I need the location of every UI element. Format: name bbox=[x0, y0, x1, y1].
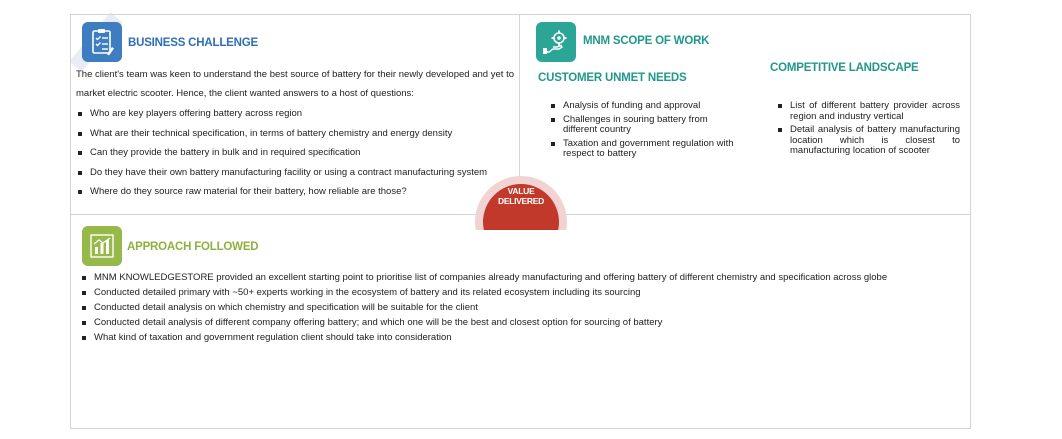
list-item: Do they have their own battery manufacturing facility or using a contract manufacturing system bbox=[76, 163, 514, 183]
customer-unmet-needs-list bbox=[549, 101, 739, 163]
list-item: Challenges in souring battery from different country bbox=[549, 115, 739, 136]
competitive-landscape-list bbox=[776, 101, 960, 160]
list-item: Who are key players offering battery across region bbox=[76, 104, 514, 124]
badge-line-delivered: DELIVERED bbox=[498, 196, 544, 206]
list-item: Conducted detailed primary with ~50+ experts working in the ecosystem of battery and its related ecosystem including its sourcing bbox=[80, 285, 960, 300]
list-item: Where do they source raw material for their battery, how reliable are those? bbox=[76, 182, 514, 202]
approach-followed-list bbox=[80, 270, 960, 345]
list-item: Detail analysis of battery manufacturing location which is closest to manufacturing location of scooter bbox=[776, 125, 960, 157]
badge-pointer bbox=[511, 218, 529, 227]
competitive-landscape-title: COMPETITIVE LANDSCAPE bbox=[770, 62, 919, 74]
list-item: MNM KNOWLEDGESTORE provided an excellent starting point to prioritise list of companies already manufacturing and offering battery of different chemistry and specification across globe bbox=[80, 270, 960, 285]
customer-unmet-needs-title: CUSTOMER UNMET NEEDS bbox=[538, 72, 687, 84]
list-item: What are their technical specification, in terms of battery chemistry and energy density bbox=[76, 124, 514, 144]
list-item: List of different battery provider across region and industry vertical bbox=[776, 101, 960, 122]
business-challenge-title: BUSINESS CHALLENGE bbox=[128, 37, 258, 49]
approach-followed-title: APPROACH FOLLOWED bbox=[127, 241, 259, 253]
scope-of-work-title: MNM SCOPE OF WORK bbox=[583, 35, 710, 47]
list-item: Can they provide the battery in bulk and in required specification bbox=[76, 143, 514, 163]
list-item: Conducted detail analysis of different company offering battery; and which one will be the best and closest option for sourcing of battery bbox=[80, 315, 960, 330]
list-item: What kind of taxation and government regulation client should take into consideration bbox=[80, 330, 960, 345]
gear-hand-icon bbox=[536, 22, 576, 62]
clipboard-checklist-icon bbox=[82, 22, 122, 62]
list-item: Analysis of funding and approval bbox=[549, 101, 739, 112]
list-item: Conducted detail analysis on which chemistry and specification will be suitable for the client bbox=[80, 300, 960, 315]
badge-line-value: VALUE bbox=[507, 186, 535, 196]
business-challenge-intro: The client's team was keen to understand the best source of battery for their newly developed and yet to market electric scooter. Hence, the client wanted answers to a host of questions: bbox=[76, 69, 514, 99]
business-challenge-questions bbox=[76, 104, 514, 202]
bar-chart-icon bbox=[82, 226, 122, 266]
list-item: Taxation and government regulation with respect to battery bbox=[549, 139, 739, 160]
